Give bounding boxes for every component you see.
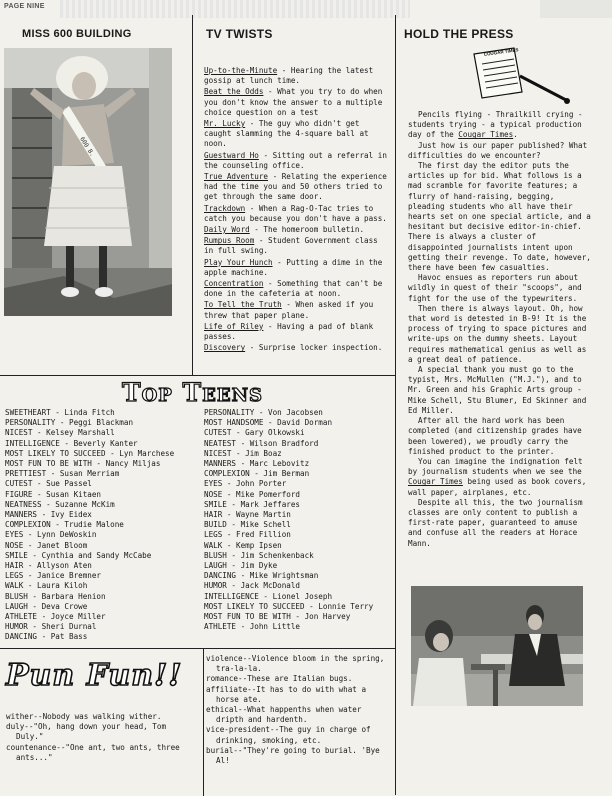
pun-entry: duly--"Oh, hang down your head, Tom Duly.": [6, 722, 167, 742]
girl-award: PRETTIEST - Susan Merriam: [5, 469, 120, 479]
top-teens-boys: [204, 408, 394, 632]
twist-item: Beat the Odds - What you try to do when you don't know the answer to a multiple choice question on a test: [204, 87, 383, 117]
pun-entry: romance--These are Italian bugs.: [206, 674, 353, 684]
boy-award: MOST LIKELY TO SUCCEED - Lonnie Terry: [204, 601, 374, 611]
top-teens-heading: Top Teens: [122, 378, 264, 407]
pun-entry: ethical--What happenths when water dripth and hardenth.: [206, 705, 362, 725]
boy-award: SMILE - Mark Jeffares: [204, 499, 301, 509]
pun-fun-left: [6, 712, 196, 763]
page-label: PAGE NINE: [4, 3, 45, 10]
girl-award: NEATNESS - Suzanne McKim: [5, 499, 115, 509]
boy-award: DANCING - Mike Wrightsman: [204, 571, 319, 581]
section-rule: [0, 375, 395, 376]
hold-press-heading: HOLD THE PRESS: [404, 27, 514, 41]
pun-fun-right: [206, 654, 392, 766]
girl-award: MOST FUN TO BE WITH - Nancy Miljas: [5, 459, 161, 469]
girl-award: MOST LIKELY TO SUCCEED - Lyn Marchese: [5, 448, 175, 458]
girl-award: MANNERS - Ivy Eidex: [5, 510, 92, 520]
twist-item: Rumpus Room - Student Government class in full swing.: [204, 236, 378, 256]
boy-award: MANNERS - Marc Lebovitz: [204, 459, 310, 469]
twist-item: Daily Word - The homeroom bulletin.: [204, 225, 365, 235]
twist-item: Life of Riley - Having a pad of blank passes.: [204, 321, 374, 342]
newspaper-icon: [470, 46, 580, 106]
twist-item: Up-to-the-Minute - Hearing the latest gossip at lunch time.: [204, 66, 374, 86]
column-rule: [192, 15, 193, 375]
pun-entry: vice-president--The guy in charge of drinking, smoking, etc.: [206, 725, 371, 745]
girl-award: SMILE - Cynthia and Sandy McCabe: [5, 550, 152, 560]
girl-award: CUTEST - Sue Passel: [5, 479, 92, 489]
girl-award: SWEETHEART - Linda Fitch: [5, 408, 115, 417]
miss600-photo: [4, 48, 172, 316]
article-paragraph: Just how is our paper published? What difficulties do we encounter?: [408, 140, 588, 160]
girl-award: ATHLETE - Joyce Miller: [5, 612, 106, 622]
twist-item: Mr. Lucky - The guy who didn't get caught slamming the 4-square ball at noon.: [204, 119, 369, 149]
girl-award: NICEST - Kelsey Marshall: [5, 428, 115, 438]
girl-award: COMPLEXION - Trudie Malone: [5, 520, 124, 530]
column-rule: [395, 15, 396, 795]
boy-award: CUTEST - Gary Olkowski: [204, 428, 305, 438]
pun-entry: burial--"They're going to burial. 'Bye Al!: [206, 745, 380, 766]
article-paragraph: You can imagine the indignation felt by journalism students when we see the Cougar Times being used as book covers, wall paper, airplanes, etc.: [408, 456, 587, 497]
pun-entry: affiliate--It has to do with what a horse ate.: [206, 684, 367, 704]
show-through-strip: [60, 0, 410, 18]
twist-item: Trackdown - When a Rag-O-Tac tries to catch you because you don't have a pass.: [204, 203, 387, 223]
boy-award: ATHLETE - John Little: [204, 622, 301, 632]
pun-entry: violence--Violence bloom in the spring, tra-la-la.: [206, 654, 385, 674]
top-teens-girls: [5, 408, 189, 643]
article-paragraph: A special thank you must go to the typist, Mrs. McMullen ("M.J."), and to Mr. Green and his Graphic Arts group - Mike Schell, Stu Blumer, Ed Skinner and Ed Miller.: [408, 365, 587, 415]
boy-award: NOSE - Mike Pomerford: [204, 489, 301, 499]
show-through-strip-right: [540, 0, 612, 18]
section-rule: [0, 648, 395, 649]
article-paragraph: Despite all this, the two journalism classes are only content to publish a first-rate paper, guaranteed to amuse and confuse all the readers at Horace Mann.: [408, 497, 583, 548]
girl-award: LEGS - Janice Bremner: [5, 571, 102, 581]
girl-award: NOSE - Janet Bloom: [5, 540, 88, 550]
twist-item: Concentration - Something that can't be done in the cafeteria at noon.: [204, 279, 383, 299]
twist-item: To Tell the Truth - When asked if you threw that paper plane.: [204, 300, 374, 320]
boy-award: HUMOR - Jack McDonald: [204, 581, 301, 591]
boy-award: LEGS - Fred Fillion: [204, 530, 291, 540]
twist-item: Play Your Hunch - Putting a dime in the apple machine.: [204, 257, 383, 277]
girl-award: FIGURE - Susan Kitaen: [5, 489, 102, 499]
boy-award: MOST HANDSOME - David Dorman: [204, 418, 333, 428]
boy-award: INTELLIGENCE - Lionel Joseph: [204, 591, 333, 601]
boy-award: NICEST - Jim Boaz: [204, 448, 282, 458]
girl-award: PERSONALITY - Peggi Blackman: [5, 418, 134, 428]
twist-item: Discovery - Surprise locker inspection.: [204, 343, 383, 353]
boy-award: MOST FUN TO BE WITH - Jon Harvey: [204, 612, 351, 622]
column-rule: [203, 648, 204, 796]
girl-award: HAIR - Allyson Aten: [5, 561, 92, 571]
girl-award: LAUGH - Deva Crowe: [5, 601, 88, 611]
girl-award: DANCING - Pat Bass: [5, 632, 88, 642]
boy-award: BUILD - Mike Schell: [204, 520, 291, 530]
boy-award: EYES - John Porter: [204, 479, 287, 489]
girl-award: EYES - Lynn DeWoskin: [5, 530, 97, 540]
twist-item: True Adventure - Relating the experience had the time you and 50 others tried to get through the same door.: [204, 172, 387, 202]
pun-entry: countenance--"One ant, two ants, three ants...": [6, 742, 180, 762]
article-paragraph: Then there is always layout. Oh, how that word is detested in B-9! It is the process of trying to space pictures and write-ups on the dummy sheets. Layout requires mathematical genius as well as a great deal of patience.: [408, 303, 587, 364]
girl-award: BLUSH - Barbara Henion: [5, 591, 106, 601]
article-paragraph: The first day the editor puts the articles up for bid. What follows is a mad scramble for favorite features; a flurry of hand-raising, begging, pleading students who all have their hearts set on one special article, and a hesitant but decisive editor-in-chief. There is always a cluster of disappointed journalists intent upon getting their revenge. To date, however, there have been few casualties.: [408, 161, 591, 273]
pun-entry: wither--Nobody was walking wither.: [6, 712, 162, 721]
tv-twists-list: [204, 66, 388, 354]
article-paragraph: Pencils flying - Thrailkill crying - students trying - a typical production day of the Cougar Times.: [408, 110, 583, 140]
miss600-heading: MISS 600 BUILDING: [22, 28, 132, 40]
article-paragraph: After all the hard work has been completed (and citizenship grades have been lowered), we proudly carry the finished product to the printer.: [408, 416, 582, 456]
journalism-photo: [411, 586, 583, 706]
girl-award: HUMOR - Sheri Durnal: [5, 622, 97, 632]
article-paragraph: Havoc ensues as reporters run about wildly in quest of their "scoops", and fight for the use of the typewriters.: [408, 273, 582, 303]
newspaper-masthead: COUGAR TIMES: [483, 47, 519, 57]
boy-award: COMPLEXION - Jim Berman: [204, 469, 310, 479]
boy-award: LAUGH - Jim Dyke: [204, 561, 278, 571]
girl-award: WALK - Laura Kiloh: [5, 581, 88, 591]
girl-award: INTELLIGENCE - Beverly Kanter: [5, 438, 138, 448]
twist-item: Guestward Ho - Sitting out a referral in the counseling office.: [204, 150, 387, 170]
boy-award: HAIR - Wayne Martin: [204, 510, 291, 520]
boy-award: PERSONALITY - Von Jacobsen: [204, 408, 323, 417]
sash-text: 600 B.: [78, 135, 96, 158]
hold-press-body: [408, 110, 594, 549]
boy-award: WALK - Kemp Ipsen: [204, 540, 282, 550]
boy-award: BLUSH - Jim Schenkenback: [204, 550, 314, 560]
boy-award: NEATEST - Wilson Bradford: [204, 438, 319, 448]
tv-twists-heading: TV TWISTS: [206, 27, 273, 41]
pun-fun-heading: Pun Fun!!: [6, 658, 183, 693]
